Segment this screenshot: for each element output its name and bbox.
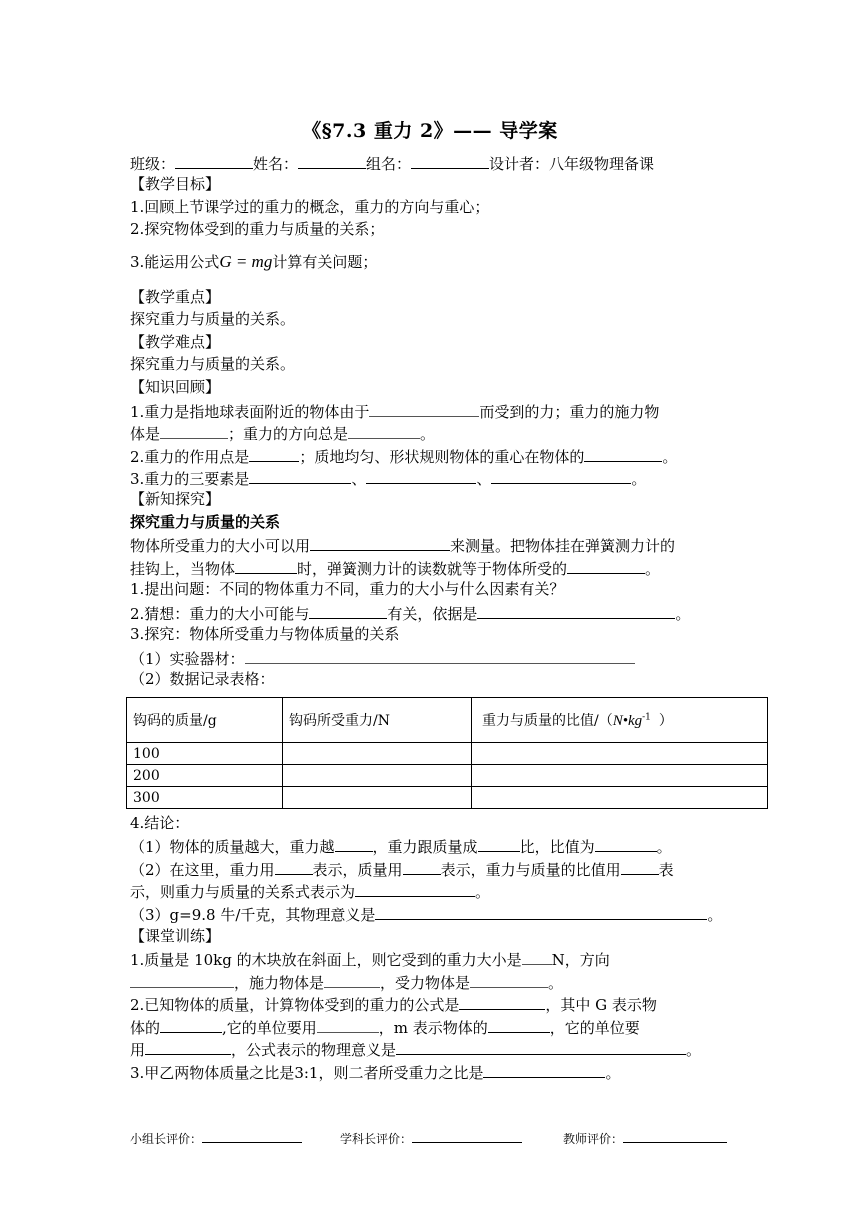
mass-cell: 300 (127, 787, 283, 809)
difficulty-heading: 【教学难点】 (130, 333, 221, 351)
explore-step-1: 1.提出问题：不同的物体重力不同，重力的大小与什么因素有关？ (130, 580, 565, 598)
gravity-cell[interactable] (283, 765, 472, 787)
explore-para-line2: 挂钩上，当物体 时，弹簧测力计的读数就等于物体所受的 。 (130, 556, 730, 580)
review-q3-blank-2[interactable] (366, 466, 476, 484)
ratio-cell[interactable] (472, 765, 768, 787)
conclusion-2-line1: （2）在这里，重力用 表示，质量用 表示，重力与质量的比值用 表 (130, 857, 730, 881)
explore-blank-force[interactable] (567, 556, 645, 574)
explore-subheading: 探究重力与质量的关系 (130, 513, 281, 531)
review-q1-line2: 体是 ；重力的方向总是 。 (130, 421, 730, 445)
ratio-cell[interactable] (472, 787, 768, 809)
practice-q2-blank-meaning[interactable] (396, 1037, 686, 1055)
practice-q1-blank-weight[interactable] (522, 947, 552, 965)
gravity-cell[interactable] (283, 787, 472, 809)
equipment-blank[interactable] (245, 646, 635, 664)
mass-cell: 200 (127, 765, 283, 787)
name-label: 姓名： (253, 155, 299, 173)
table-label: （2）数据记录表格： (130, 670, 275, 688)
practice-heading: 【课堂训练】 (130, 927, 221, 945)
class-label: 班级： (130, 155, 176, 173)
conclusion-blank-g-symbol[interactable] (275, 857, 313, 875)
page-title: 《§7.3 重力 2》—— 导学案 (302, 120, 558, 142)
group-blank[interactable] (411, 151, 489, 169)
subject-leader-blank[interactable] (412, 1130, 522, 1143)
explore-blank-state[interactable] (235, 556, 297, 574)
conclusion-blank-ratio-symbol[interactable] (621, 857, 659, 875)
class-blank[interactable] (175, 151, 253, 169)
review-q3-blank-1[interactable] (249, 466, 351, 484)
ratio-cell[interactable] (472, 743, 768, 765)
difficulty-text: 探究重力与质量的关系。 (130, 355, 296, 373)
gravity-cell[interactable] (283, 743, 472, 765)
explore-step-3: 3.探究：物体所受重力与物体质量的关系 (130, 625, 400, 643)
header-mass: 钩码的质量/g (127, 698, 283, 743)
conclusion-blank-greater[interactable] (335, 834, 373, 852)
group-leader-blank[interactable] (202, 1130, 302, 1143)
review-q1-blank-source[interactable] (160, 421, 228, 439)
footer-teacher: 教师评价： (563, 1130, 727, 1147)
table-row (127, 743, 768, 765)
table-row (127, 787, 768, 809)
practice-q2-line1: 2.已知物体的质量，计算物体受到的重力的公式是 ，其中 G 表示物 (130, 992, 730, 1016)
objective-item-2: 2.探究物体受到的重力与质量的关系； (130, 220, 385, 238)
practice-q2-blank-m-unit[interactable] (145, 1037, 231, 1055)
mass-cell: 100 (127, 743, 283, 765)
review-q1-line1: 1.重力是指地球表面附近的物体由于 而受到的力；重力的施力物 (130, 399, 730, 423)
explore-step-2: 2.猜想：重力的大小可能与 有关，依据是 。 (130, 601, 730, 625)
explore-blank-basis[interactable] (477, 601, 675, 619)
header-gravity: 钩码所受重力/N (283, 698, 472, 743)
practice-q1-blank-direction[interactable] (130, 970, 234, 988)
conclusion-2-line2: 示，则重力与质量的关系式表示为 。 (130, 879, 730, 903)
practice-q2-blank-g-meaning[interactable] (160, 1015, 222, 1033)
practice-q1-blank-receiver[interactable] (470, 970, 548, 988)
conclusion-blank-relation[interactable] (355, 879, 475, 897)
review-q1-blank-cause[interactable] (369, 399, 479, 417)
conclusion-3: （3）g=9.8 牛/千克，其物理意义是 。 (130, 902, 730, 926)
review-q2-blank-center[interactable] (584, 444, 662, 462)
header-ratio: 重力与质量的比值$/(N•kg^{-1}$ ） (472, 698, 768, 743)
group-label: 组名： (366, 155, 412, 173)
review-q2-blank-point[interactable] (249, 444, 299, 462)
conclusion-blank-meaning[interactable] (375, 902, 707, 920)
ratio-unit: N•kg (612, 713, 643, 729)
objectives-heading: 【教学目标】 (130, 175, 221, 193)
data-record-table (126, 697, 768, 809)
info-line (130, 151, 730, 175)
practice-q3-blank-ratio[interactable] (483, 1060, 605, 1078)
practice-q3: 3.甲乙两物体质量之比是3:1，则二者所受重力之比是 。 (130, 1060, 730, 1084)
conclusion-blank-proportion[interactable] (478, 834, 520, 852)
review-heading: 【知识回顾】 (130, 378, 221, 396)
review-q2: 2.重力的作用点是 ；质地均匀、形状规则物体的重心在物体的 。 (130, 444, 730, 468)
practice-q2-blank-m-meaning[interactable] (488, 1015, 550, 1033)
practice-q2-blank-formula[interactable] (459, 992, 545, 1010)
conclusion-1: （1）物体的质量越大，重力越 ，重力跟质量成 比，比值为 。 (130, 834, 730, 858)
review-q3: 3.重力的三要素是 、 、 。 (130, 466, 730, 490)
name-blank[interactable] (298, 151, 366, 169)
equipment-line: （1）实验器材： (130, 646, 730, 670)
explore-para-line1: 物体所受重力的大小可以用 来测量。把物体挂在弹簧测力计的 (130, 533, 730, 557)
teacher-blank[interactable] (623, 1130, 727, 1143)
practice-q2-line3: 用 ，公式表示的物理意义是 。 (130, 1037, 730, 1061)
explore-heading: 【新知探究】 (130, 490, 221, 508)
conclusion-blank-ratio[interactable] (595, 834, 657, 852)
formula-g-mg: G = mg (219, 252, 273, 271)
explore-blank-guess[interactable] (309, 601, 387, 619)
practice-q1-line2: ，施力物体是 ，受力物体是 。 (130, 970, 730, 994)
practice-q1-blank-source[interactable] (324, 970, 380, 988)
conclusion-blank-m-symbol[interactable] (403, 857, 441, 875)
objective-item-3: 3.能运用公式G = mg计算有关问题； (130, 252, 378, 271)
table-row (127, 765, 768, 787)
key-point-heading: 【教学重点】 (130, 288, 221, 306)
key-point-text: 探究重力与质量的关系。 (130, 310, 296, 328)
practice-q1-line1: 1.质量是 10kg 的木块放在斜面上，则它受到的重力大小是 N，方向 (130, 947, 730, 971)
review-q1-blank-direction[interactable] (348, 421, 420, 439)
footer-group-leader: 小组长评价： (130, 1130, 302, 1147)
designer-text: 设计者：八年级物理备课 (489, 155, 655, 173)
footer-subject-leader: 学科长评价： (340, 1130, 522, 1147)
practice-q2-line2: 体的 ,它的单位要用 ，m 表示物体的 ，它的单位要 (130, 1015, 730, 1039)
explore-blank-instrument[interactable] (310, 533, 450, 551)
objective-item-1: 1.回顾上节课学过的重力的概念，重力的方向与重心； (130, 198, 490, 216)
table-header-row (127, 698, 768, 743)
practice-q2-blank-g-unit[interactable] (317, 1015, 379, 1033)
review-q3-blank-3[interactable] (491, 466, 631, 484)
conclusion-heading: 4.结论： (130, 814, 190, 832)
